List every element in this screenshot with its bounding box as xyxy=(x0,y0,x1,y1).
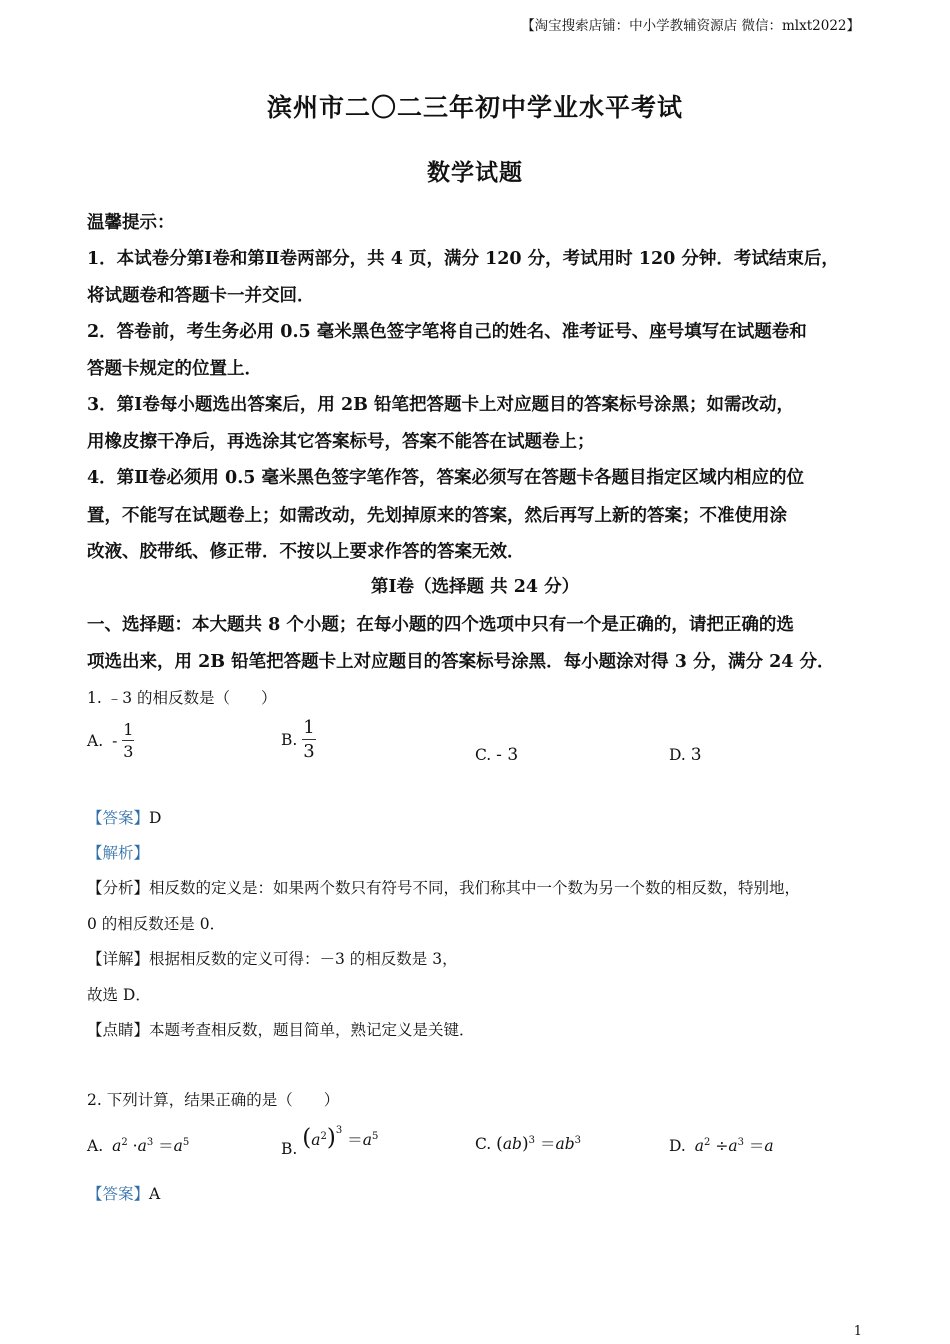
section-intro: 项选出来，用 2B 铅笔把答题卡上对应题目的答案标号涂黑．每小题涂对得 3 分，满分 24 分． xyxy=(87,652,835,672)
tips-line: 置，不能写在试题卷上；如需改动，先划掉原来的答案，然后再写上新的答案；不准使用涂 xyxy=(87,506,787,526)
q1-option-c: C. - 3 xyxy=(475,745,519,765)
tips-line: 将试题卷和答题卡一并交回． xyxy=(87,286,315,306)
q2-stem: 2. 下列计算，结果正确的是（ ） xyxy=(87,1091,340,1109)
header-note: 【淘宝搜索店铺：中小学教辅资源店 微信：mlxt2022】 xyxy=(521,18,860,34)
exam-subtitle: 数学试题 xyxy=(427,159,523,186)
q1-guxuan: 故选 D． xyxy=(87,986,151,1004)
q1-fenxi: 【分析】相反数的定义是：如果两个数只有符号不同，我们称其中一个数为另一个数的相反数，特别地， xyxy=(87,879,801,897)
q1-analysis-tag: 【解析】 xyxy=(87,844,150,862)
tips-line: 1．本试卷分第Ⅰ卷和第Ⅱ卷两部分，共 4 页，满分 120 分，考试用时 120 分钟．考试结束后， xyxy=(87,249,839,269)
tips-line: 3．第Ⅰ卷每小题选出答案后，用 2B 铅笔把答题卡上对应题目的答案标号涂黑；如需改动， xyxy=(87,395,795,415)
q1-stem: 1. ﹣3 的相反数是（ ） xyxy=(87,689,277,707)
q2-option-a: A. $a^2 \cdot a^3 =a^5$ xyxy=(87,1136,190,1155)
q1-b-fraction: $\frac{1}{3}$ xyxy=(303,717,315,762)
tips-line: 改液、胶带纸、修正带．不按以上要求作答的答案无效． xyxy=(87,542,525,562)
exam-title: 滨州市二〇二三年初中学业水平考试 xyxy=(266,93,683,122)
q1-xiangjie: 【详解】根据相反数的定义可得：－3 的相反数是 3， xyxy=(87,950,458,968)
tips-line: 4．第Ⅱ卷必须用 0.5 毫米黑色签字笔作答，答案必须写在答题卡各题目指定区域内相应的位 xyxy=(87,468,805,488)
q2-option-c: C. $(ab)^3 =ab^3$ xyxy=(475,1134,581,1154)
q1-option-d: D. 3 xyxy=(669,745,702,765)
q1-fenxi-cont: 0 的相反数还是 0． xyxy=(87,915,226,933)
q1-answer: 【答案】D xyxy=(87,809,162,827)
q2-option-d: D. $a^2 \div a^3 =a$ xyxy=(669,1136,774,1155)
section-heading: 第Ⅰ卷（选择题 共 24 分） xyxy=(370,577,580,597)
q1-option-b: B. $\frac{1}{3}$ xyxy=(281,717,315,762)
tips-line: 2．答卷前，考生务必用 0.5 毫米黑色签字笔将自己的姓名、准考证号、座号填写在试题卷和 xyxy=(87,322,807,342)
tips-line: 答题卡规定的位置上． xyxy=(87,359,262,379)
q1-dianjing: 【点睛】本题考查相反数，题目简单，熟记定义是关键． xyxy=(87,1021,475,1039)
q2-option-b: B. $(a^2)^3 =a^5$ xyxy=(281,1124,379,1158)
q1-a-fraction: $\frac{1}{3}$ xyxy=(123,720,134,761)
page-number: 1 xyxy=(853,1324,862,1339)
section-intro: 一、选择题：本大题共 8 个小题；在每小题的四个选项中只有一个是正确的，请把正确的选 xyxy=(87,615,794,635)
q1-option-a: A. - $\frac{1}{3}$ xyxy=(87,720,134,761)
q2-answer: 【答案】A xyxy=(87,1185,161,1203)
tips-heading: 温馨提示： xyxy=(87,213,175,233)
tips-line: 用橡皮擦干净后，再选涂其它答案标号，答案不能答在试题卷上； xyxy=(87,432,595,452)
